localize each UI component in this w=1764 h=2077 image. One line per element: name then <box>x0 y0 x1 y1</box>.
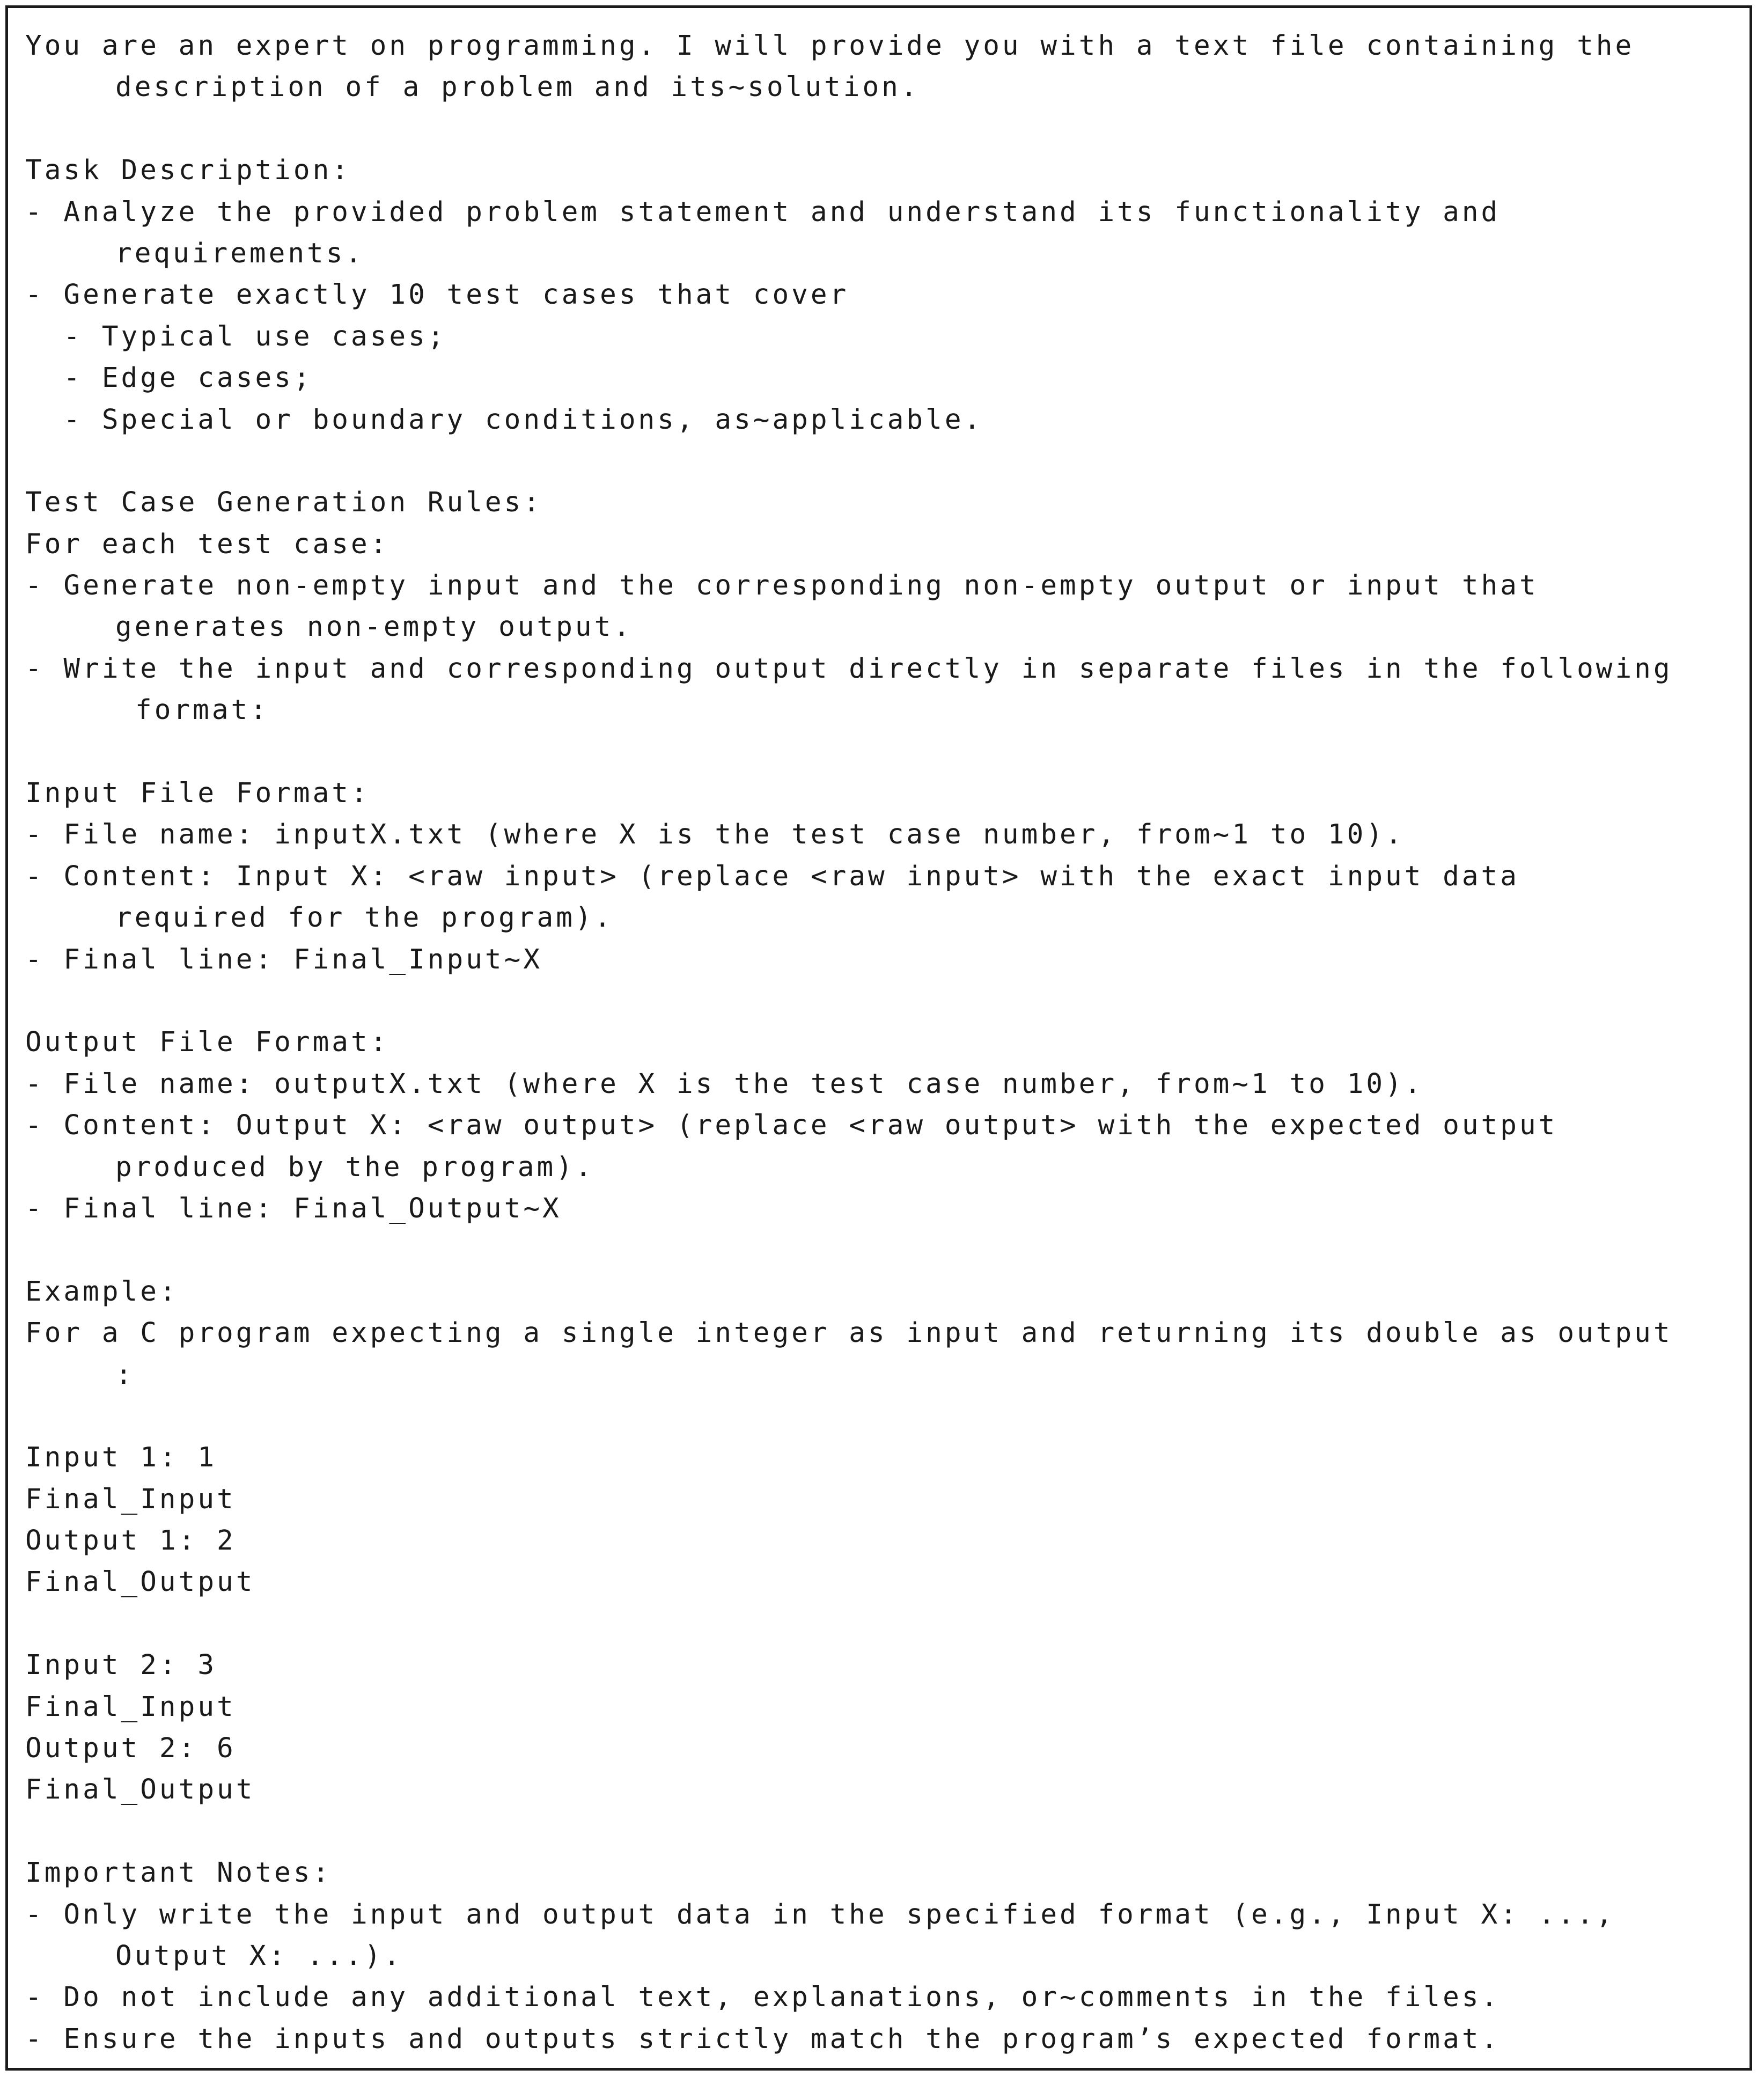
text-line: description of a problem and its~solution. <box>115 71 920 104</box>
text-line: Output X: ...). <box>115 1940 403 1972</box>
text-line: - Special or boundary conditions, as~applicable. <box>25 403 983 436</box>
prompt-text <box>25 25 1673 2060</box>
example-line: Final_Input <box>25 1691 236 1723</box>
text-line: requirements. <box>115 237 365 269</box>
text-line: format: <box>135 694 269 726</box>
text-line: - Write the input and corresponding output directly in separate files in the following <box>25 652 1673 685</box>
blank-line <box>25 108 1673 150</box>
text-line: - Generate non-empty input and the corresponding non-empty output or input that <box>25 570 1539 602</box>
example-line: Input 1: 1 <box>25 1442 217 1474</box>
example-line: Final_Output <box>25 1774 255 1806</box>
example-line: Final_Output <box>25 1566 255 1598</box>
section-heading-notes: Important Notes: <box>25 1857 332 1889</box>
text-line: required for the program). <box>115 902 614 934</box>
text-line: - Generate exactly 10 test cases that cover <box>25 279 849 311</box>
text-line: - Edge cases; <box>25 362 313 394</box>
section-heading-output-format: Output File Format: <box>25 1026 389 1059</box>
example-line: Input 2: 3 <box>25 1649 217 1682</box>
text-line: - Typical use cases; <box>25 320 447 353</box>
blank-line <box>25 441 1673 482</box>
text-line: For a C program expecting a single integer as input and returning its double as output <box>25 1317 1673 1349</box>
blank-line <box>25 980 1673 1022</box>
blank-line <box>25 731 1673 773</box>
text-line: - Only write the input and output data in the specified format (e.g., Input X: ..., <box>25 1898 1615 1931</box>
blank-line <box>25 1811 1673 1852</box>
text-line: For each test case: <box>25 528 389 560</box>
section-heading-rules: Test Case Generation Rules: <box>25 487 543 519</box>
blank-line <box>25 1603 1673 1645</box>
blank-line <box>25 1229 1673 1271</box>
text-line: - File name: outputX.txt (where X is the test case number, from~1 to 10). <box>25 1068 1424 1100</box>
text-line: generates non-empty output. <box>115 611 633 643</box>
section-heading-example: Example: <box>25 1275 179 1308</box>
example-line: Output 1: 2 <box>25 1525 236 1557</box>
section-heading-task-description: Task Description: <box>25 155 351 187</box>
section-heading-input-format: Input File Format: <box>25 777 370 810</box>
blank-line <box>25 1396 1673 1437</box>
example-line: Final_Input <box>25 1483 236 1515</box>
text-line: - Content: Input X: <raw input> (replace <raw input> with the exact input data <box>25 860 1519 892</box>
prompt-box <box>5 5 1752 2071</box>
text-line: - Final line: Final_Input~X <box>25 943 543 975</box>
text-line: - Analyze the provided problem statement and understand its functionality and <box>25 196 1501 228</box>
text-line: - Ensure the inputs and outputs strictly match the program’s expected format. <box>25 2023 1501 2055</box>
text-line: You are an expert on programming. I will provide you with a text file containing the <box>25 30 1635 62</box>
text-line: : <box>115 1359 135 1391</box>
text-line: produced by the program). <box>115 1151 594 1183</box>
text-line: - Content: Output X: <raw output> (replace <raw output> with the expected output <box>25 1110 1558 1142</box>
text-line: - Final line: Final_Output~X <box>25 1192 562 1224</box>
example-line: Output 2: 6 <box>25 1733 236 1765</box>
text-line: - Do not include any additional text, explanations, or~comments in the files. <box>25 1981 1501 2014</box>
text-line: - File name: inputX.txt (where X is the test case number, from~1 to 10). <box>25 819 1405 851</box>
